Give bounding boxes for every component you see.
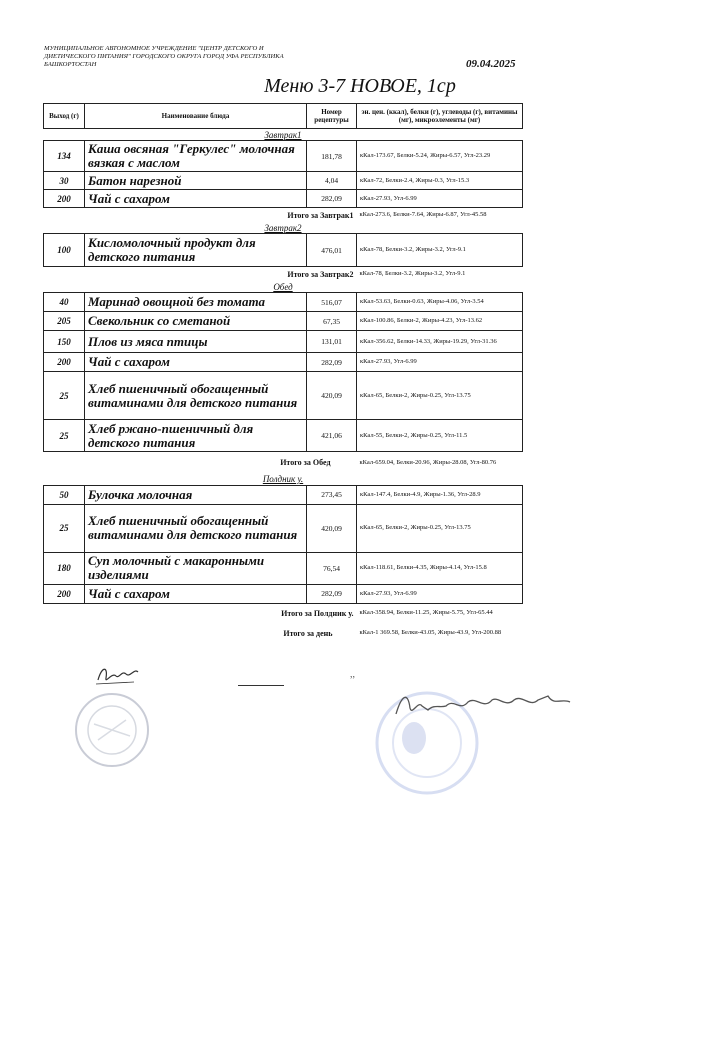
table-row xyxy=(44,234,523,267)
row-nutrition: кКал-55, Белки-2, Жиры-0.25, Угл-11.5 xyxy=(357,420,523,452)
header-recipe: Номер рецептуры xyxy=(307,104,357,129)
row-name: Хлеб пшеничный обогащенный витаминами для детского питания xyxy=(85,372,307,420)
table-row xyxy=(44,172,523,190)
section-title: Полдник у. xyxy=(262,474,304,484)
section-header xyxy=(44,222,523,234)
section-header xyxy=(44,129,523,141)
table-header-row xyxy=(44,104,523,129)
section-total-label: Итого за Обед xyxy=(280,458,331,468)
table-row xyxy=(44,504,523,552)
row-recipe: 282,09 xyxy=(307,584,357,603)
row-out: 40 xyxy=(44,293,85,312)
row-nutrition: кКал-118.61, Белки-4.35, Жиры-4.14, Угл-15.8 xyxy=(357,552,523,584)
section-header xyxy=(44,281,523,293)
section-header xyxy=(44,474,523,486)
row-nutrition: кКал-173.67, Белки-5.24, Жиры-6.57, Угл-23.29 xyxy=(357,141,523,172)
menu-table xyxy=(43,103,523,643)
signature-right xyxy=(388,686,578,726)
row-name: Чай с сахаром xyxy=(85,353,307,372)
menu-body xyxy=(44,129,523,644)
row-out: 150 xyxy=(44,331,85,353)
row-out: 200 xyxy=(44,190,85,208)
section-total-label: Итого за Завтрак1 xyxy=(287,210,354,220)
section-total-value: кКал-273.6, Белки-7.64, Жиры-6.87, Угл-45.58 xyxy=(359,211,487,218)
table-row xyxy=(44,584,523,603)
row-out: 200 xyxy=(44,353,85,372)
section-total-value: кКал-659.04, Белки-20.96, Жиры-28.08, Угл-80.76 xyxy=(359,458,497,466)
stamp-left xyxy=(72,690,152,770)
table-row xyxy=(44,552,523,584)
row-recipe: 476,01 xyxy=(307,234,357,267)
row-nutrition: кКал-27.93, Угл-6.99 xyxy=(357,584,523,603)
row-recipe: 282,09 xyxy=(307,353,357,372)
row-out: 25 xyxy=(44,372,85,420)
table-row xyxy=(44,312,523,331)
table-row xyxy=(44,353,523,372)
row-name: Чай с сахаром xyxy=(85,584,307,603)
row-out: 180 xyxy=(44,552,85,584)
section-total-value: кКал-78, Белки-3.2, Жиры-3.2, Угл-9.1 xyxy=(359,270,466,277)
section-total-row xyxy=(44,452,523,474)
row-recipe: 181,78 xyxy=(307,141,357,172)
signature-line xyxy=(238,685,284,686)
mark-dots: ,, xyxy=(350,669,355,680)
row-out: 200 xyxy=(44,584,85,603)
section-title: Обед xyxy=(273,281,293,292)
row-name: Кисломолочный продукт для детского питания xyxy=(85,234,307,267)
row-recipe: 420,09 xyxy=(307,372,357,420)
section-total-row xyxy=(44,267,523,282)
row-recipe: 131,01 xyxy=(307,331,357,353)
row-recipe: 273,45 xyxy=(307,485,357,504)
row-recipe: 67,35 xyxy=(307,312,357,331)
row-out: 205 xyxy=(44,312,85,331)
day-total-label: Итого за день xyxy=(283,628,333,638)
row-nutrition: кКал-356.62, Белки-14.33, Жиры-19.29, Угл-31.36 xyxy=(357,331,523,353)
section-title: Завтрак1 xyxy=(264,129,302,140)
row-nutrition: кКал-27.93, Угл-6.99 xyxy=(357,353,523,372)
row-recipe: 76,54 xyxy=(307,552,357,584)
row-name: Плов из мяса птицы xyxy=(85,331,307,353)
table-row xyxy=(44,293,523,312)
row-name: Свекольник со сметаной xyxy=(85,312,307,331)
row-out: 100 xyxy=(44,234,85,267)
row-nutrition: кКал-78, Белки-3.2, Жиры-3.2, Угл-9.1 xyxy=(357,234,523,267)
header-out: Выход (г) xyxy=(44,104,85,129)
row-out: 25 xyxy=(44,420,85,452)
row-out: 25 xyxy=(44,504,85,552)
row-name: Суп молочный с макаронными изделиями xyxy=(85,552,307,584)
row-name: Хлеб ржано-пшеничный для детского питания xyxy=(85,420,307,452)
organization-name: МУНИЦИПАЛЬНОЕ АВТОНОМНОЕ УЧРЕЖДЕНИЕ "ЦЕНТР ДЕТСКОГО И ДИЕТИЧЕСКОГО ПИТАНИЯ" ГОРОДСКОГО ОКРУГА ГОРОД УФА РЕСПУБЛИКА БАШКОРТОСТАН xyxy=(44,45,284,68)
table-row xyxy=(44,190,523,208)
row-out: 134 xyxy=(44,141,85,172)
signature-left xyxy=(94,662,142,688)
row-recipe: 421,06 xyxy=(307,420,357,452)
row-nutrition: кКал-65, Белки-2, Жиры-0.25, Угл-13.75 xyxy=(357,504,523,552)
section-title: Завтрак2 xyxy=(264,222,302,233)
section-total-row xyxy=(44,208,523,223)
row-name: Чай с сахаром xyxy=(85,190,307,208)
row-nutrition: кКал-53.63, Белки-0.63, Жиры-4.06, Угл-3.54 xyxy=(357,293,523,312)
header-nutrition: эн. цен. (ккал), белки (г), углеводы (г), витамины (мг), микроэлементы (мг) xyxy=(357,104,523,129)
day-total-row xyxy=(44,623,523,643)
row-out: 30 xyxy=(44,172,85,190)
row-name: Булочка молочная xyxy=(85,485,307,504)
row-name: Маринад овощной без томата xyxy=(85,293,307,312)
row-name: Батон нарезной xyxy=(85,172,307,190)
document-date: 09.04.2025 xyxy=(466,58,516,70)
row-recipe: 282,09 xyxy=(307,190,357,208)
row-nutrition: кКал-147.4, Белки-4.9, Жиры-1.36, Угл-28.9 xyxy=(357,485,523,504)
row-nutrition: кКал-65, Белки-2, Жиры-0.25, Угл-13.75 xyxy=(357,372,523,420)
row-nutrition: кКал-27.93, Угл-6.99 xyxy=(357,190,523,208)
row-recipe: 4,04 xyxy=(307,172,357,190)
table-row xyxy=(44,331,523,353)
section-total-label: Итого за Завтрак2 xyxy=(287,269,354,279)
row-out: 50 xyxy=(44,485,85,504)
page-title: Меню 3-7 НОВОЕ, 1ср xyxy=(264,75,456,97)
table-row xyxy=(44,485,523,504)
section-total-label: Итого за Полдник у. xyxy=(281,608,354,618)
row-nutrition: кКал-100.86, Белки-2, Жиры-4.23, Угл-13.62 xyxy=(357,312,523,331)
day-total-value: кКал-1 369.58, Белки-43.05, Жиры-43.9, Угл-200.88 xyxy=(359,629,502,636)
row-recipe: 516,07 xyxy=(307,293,357,312)
row-recipe: 420,09 xyxy=(307,504,357,552)
row-name: Каша овсяная "Геркулес" молочная вязкая с маслом xyxy=(85,141,307,172)
section-total-value: кКал-358.94, Белки-11.25, Жиры-5.75, Угл-65.44 xyxy=(359,609,493,617)
header-name: Наименование блюда xyxy=(85,104,307,129)
row-nutrition: кКал-72, Белки-2.4, Жиры-0.3, Угл-15.3 xyxy=(357,172,523,190)
table-row xyxy=(44,141,523,172)
menu-table-wrapper xyxy=(43,103,522,643)
section-total-row xyxy=(44,603,523,623)
row-name: Хлеб пшеничный обогащенный витаминами для детского питания xyxy=(85,504,307,552)
table-row xyxy=(44,372,523,420)
table-row xyxy=(44,420,523,452)
